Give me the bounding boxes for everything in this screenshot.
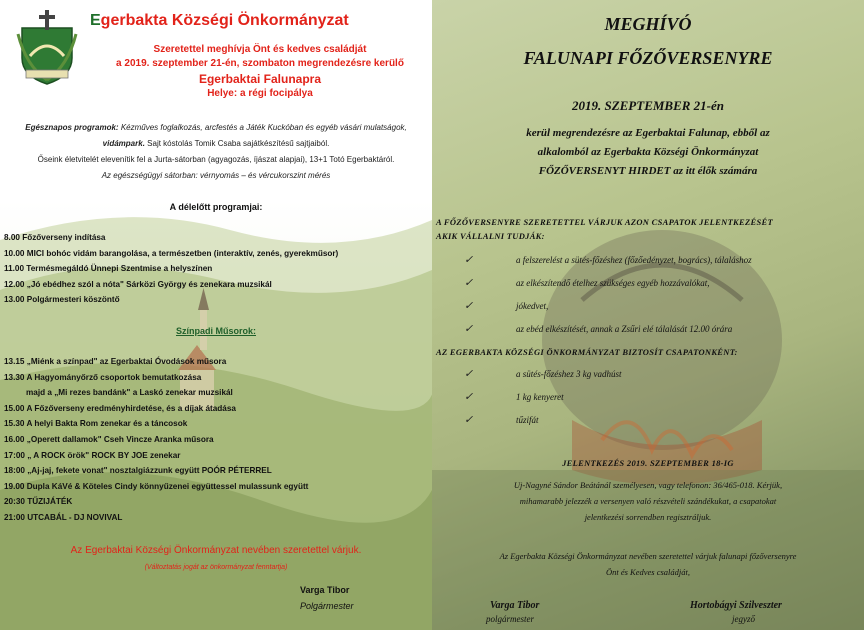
org-title-initial: E [90, 12, 101, 29]
stage-item: 17:00 „ A ROCK örök" ROCK BY JOE zenekar [4, 450, 181, 460]
invitation-title: MEGHÍVÓ [604, 14, 692, 34]
teams-heading-1: A FŐZŐVERSENYRE SZERETETTEL VÁRJUK AZON CSAPATOK JELENTKEZÉSÉT [436, 217, 773, 227]
deadline: JELENTKEZÉS 2019. SZEPTEMBER 18-IG [562, 458, 734, 468]
stage-item: majd a „Mi rezes bandánk" a Laskó zenekar muzsikál [26, 388, 233, 398]
stage-item: 13.30 A Hagyományőrző csoportok bemutatkozása [4, 372, 202, 382]
signature-1-name: Varga Tibor [490, 600, 540, 611]
allday-programs [4, 123, 428, 132]
org-title-rest: gerbakta Községi Önkormányzat [100, 12, 349, 29]
coat-of-arms-logo [16, 6, 78, 86]
allday-line-2: vidámpark. Sajt kóstolás Tomik Csaba sajátkészítésű sajtjaiból. [102, 139, 330, 148]
closing-line-1: Az Egerbakta Községi Önkormányzat nevében szeretettel várjuk falunapi főzőversenyre [499, 551, 797, 561]
intro-line-3: FŐZŐVERSENYT HIRDET az itt élők számára [538, 165, 758, 177]
stage-item: 19.00 Dupla KáVé & Köteles Cindy könnyűzenei együttessel mulassunk együtt [4, 481, 309, 491]
morning-item: 13.00 Polgármesteri köszöntő [4, 295, 120, 304]
intro-line-2: alkalomból az Egerbakta Községi Önkormányzat [537, 146, 759, 158]
signer-title: Polgármester [300, 601, 354, 611]
team-requirement-item-text: jókedvet, [516, 301, 549, 311]
contact-line-3: jelentkezési sorrendben regisztráljuk. [584, 512, 712, 522]
allday-line-3: Őseink életvitelét elevenítik fel a Jurta-sátorban (agyagozás, íjászat alapjai), 13+1 Totó Egerbaktáról. [37, 155, 395, 164]
allday-label: Egésznapos programok: [25, 123, 119, 132]
stage-item: 16.00 „Operett dallamok" Cseh Vincze Aranka műsora [4, 435, 214, 444]
team-requirement-item-text: az elkészítendő ételhez szükséges egyéb hozzávalókat, [516, 278, 710, 288]
morning-item: 10.00 MICI bohóc vidám barangolása, a természetben (interaktív, zenés, gyerekműsor) [4, 248, 339, 258]
allday-text: Kézműves foglalkozás, arcfestés a Játék Kuckóban és egyéb vásári mulatságok, [120, 123, 407, 132]
checkmark-icon: ✓ [464, 414, 474, 426]
provides-heading: AZ EGERBAKTA KÖZSÉGI ÖNKORMÁNYZAT BIZTOSÍT CSAPATONKÉNT: [436, 347, 738, 357]
contact-line-1: Uj-Nagyné Sándor Beátánál személyesen, vagy telefonon: 36/465-018. Kérjük, [513, 480, 783, 490]
morning-item: 11.00 Termésmegáldó Ünnepi Szentmise a helyszínen [4, 264, 213, 273]
checkmark-icon: ✓ [464, 277, 474, 289]
signer-name: Varga Tibor [300, 585, 350, 595]
team-requirement-item-text: az ebéd elkészítését, annak a Zsűri elé tálalását 12.00 órára [516, 324, 733, 334]
invitation-subtitle: FALUNAPI FŐZŐVERSENYRE [523, 48, 773, 68]
closing-text: Az Egerbaktai Községi Önkormányzat nevében szeretettel várjuk. [70, 545, 362, 556]
intro-line-1: kerül megrendezésre az Egerbaktai Falunap, ebből az [526, 127, 770, 139]
team-requirement-item-text: a felszerelést a sütés-főzéshez (főzőedényzet, bogrács), tálaláshoz [516, 255, 752, 265]
stage-item: 21:00 UTCABÁL - DJ NOVIVAL [4, 513, 123, 522]
signature-2-name: Hortobágyi Szilveszter [690, 600, 782, 611]
signature-2-title: jegyző [732, 614, 755, 624]
contact-line-2: mihamarabb jelezzék a versenyen való részvételi szándékukat, a csapatokat [519, 496, 777, 506]
invite-line-1: Szeretettel meghívja Önt és kedves családját [153, 44, 367, 55]
disclaimer: (Változtatás jogát az önkormányzat fenntartja) [144, 564, 288, 571]
provided-item-text: tűzifát [516, 415, 539, 425]
stage-item: 15.00 A Főzőverseny eredményhirdetése, és a díjak átadása [4, 403, 236, 413]
checkmark-icon: ✓ [464, 391, 474, 403]
stage-item: 13.15 „Miénk a színpad" az Egerbaktai Óvodások műsora [4, 357, 227, 366]
stage-item: 15.30 A helyi Bakta Rom zenekar és a táncosok [4, 419, 188, 429]
stage-item: 20:30 TŰZIJÁTÉK [4, 497, 73, 507]
org-title [90, 12, 430, 30]
morning-item: 8.00 Főzőverseny indítása [4, 233, 106, 242]
provided-item-text: 1 kg kenyeret [516, 392, 564, 402]
closing-line-2: Önt és Kedves családját, [605, 567, 691, 577]
stage-heading: Színpadi Műsorok: [175, 326, 256, 336]
event-date: 2019. SZEPTEMBER 21-én [571, 98, 725, 113]
cooking-contest-invitation [432, 0, 864, 630]
event-name: Egerbaktai Falunapra [198, 72, 322, 86]
cauldron-background-image [432, 0, 864, 630]
provided-item-text: a sütés-főzéshez 3 kg vadhúst [516, 369, 622, 379]
venue: Helye: a régi focipálya [207, 88, 313, 99]
checkmark-icon: ✓ [464, 323, 474, 335]
signature-1-title: polgármester [486, 614, 534, 624]
checkmark-icon: ✓ [464, 254, 474, 266]
morning-item: 12.00 „Jó ebédhez szól a nóta" Sárközi György és zenekara muzsikál [4, 279, 272, 289]
allday-line-4: Az egészségügyi sátorban: vérnyomás – és vércukorszint mérés [101, 171, 331, 180]
invite-line-2: a 2019. szeptember 21-én, szombaton megrendezésre kerülő [116, 58, 404, 69]
checkmark-icon: ✓ [464, 300, 474, 312]
morning-heading: A délelőtt programjai: [169, 202, 263, 212]
stage-item: 18:00 „Aj-jaj, fekete vonat" nosztalgiázzunk együtt POÓR PÉTERREL [4, 466, 272, 476]
teams-heading-2: AKIK VÁLLALNI TUDJÁK: [436, 231, 545, 241]
checkmark-icon: ✓ [464, 368, 474, 380]
